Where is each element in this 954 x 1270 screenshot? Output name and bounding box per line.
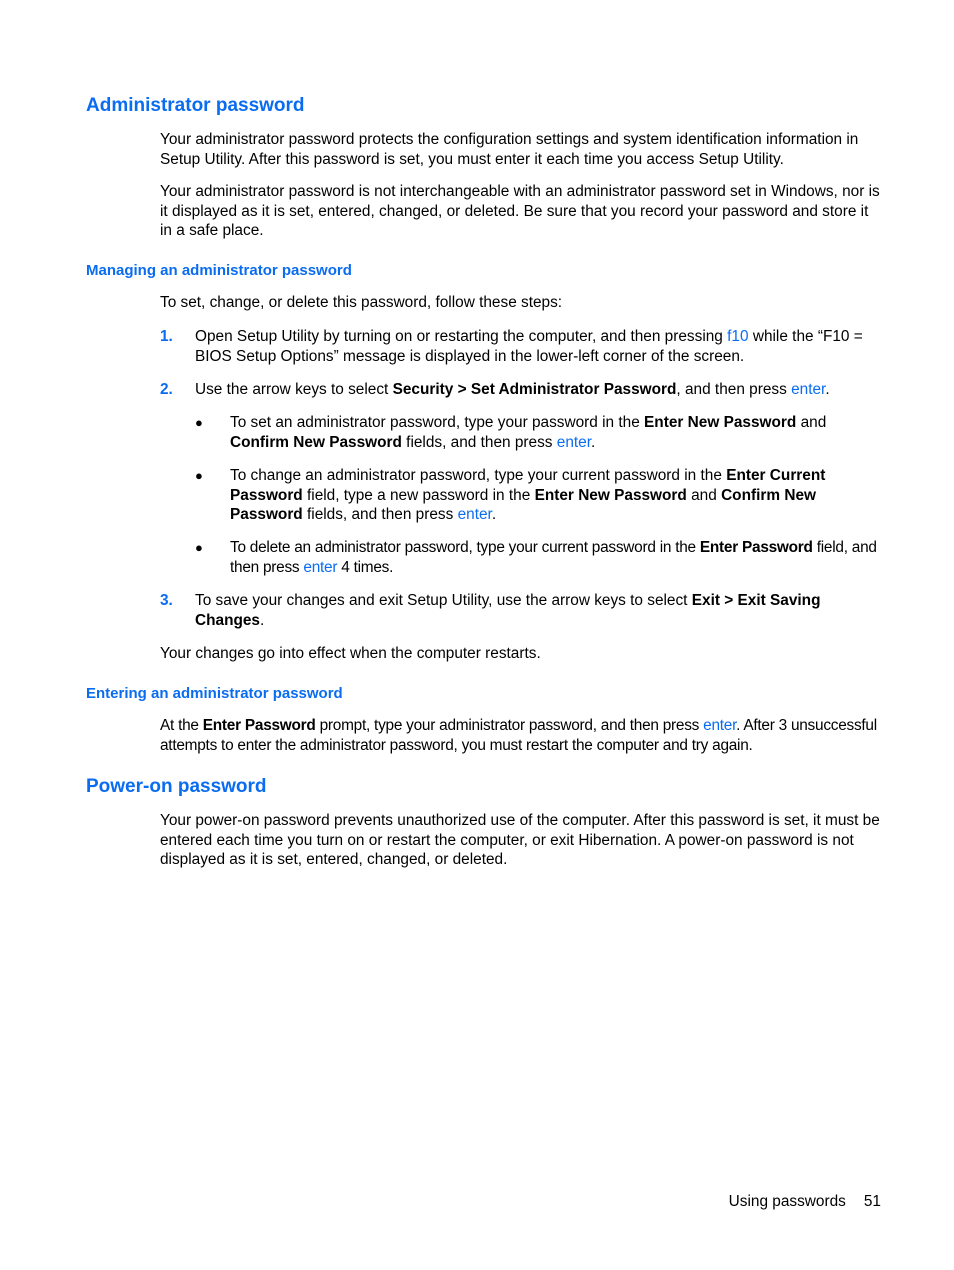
step-text: [195, 380, 884, 400]
page-footer: [729, 1192, 881, 1212]
step-text-part: .: [260, 611, 265, 629]
power-on-paragraph: Your power-on password prevents unauthorized use of the computer. After this password is set, it must be entered each time you turn on or restart the computer, or exit Hibernation. A power-on password is not displayed as it is set, entered, changed, or deleted.: [160, 812, 880, 869]
managing-intro: To set, change, or delete this password, follow these steps:: [160, 294, 563, 311]
step-text-part: while the “F10 = BIOS Setup Options” message is displayed in the lower-left corner of the screen.: [195, 328, 863, 365]
step-text: [195, 327, 884, 366]
bullet-text-part: and: [796, 414, 827, 431]
bullet-text-part: fields, and then press: [302, 506, 458, 524]
key-enter: enter: [303, 558, 338, 576]
step-text: [195, 591, 884, 630]
bullet-text-part: To set an administrator password, type your password in the: [230, 414, 645, 431]
field-name: Confirm New Password: [230, 486, 816, 524]
bullet-text-part: 4 times.: [337, 558, 394, 576]
subheading-entering-admin-password: Entering an administrator password: [86, 685, 343, 702]
bullet-icon: ●: [195, 468, 203, 483]
step-text-part: , and then press: [676, 381, 792, 398]
bullet-text-part: fields, and then press: [401, 433, 557, 451]
field-name: Confirm New Password: [230, 433, 402, 451]
subheading-managing-admin-password: Managing an administrator password: [86, 262, 352, 279]
entering-paragraph: [160, 716, 884, 755]
bullet-text: [230, 466, 884, 525]
field-name: Enter Current Password: [230, 467, 826, 504]
footer-label: Using passwords: [728, 1193, 846, 1210]
field-name: Enter New Password: [534, 486, 687, 504]
paragraph-text-part: prompt, type your administrator password, and then press: [315, 717, 704, 734]
bullet-icon: ●: [195, 415, 203, 430]
bullet-text-part: To delete an administrator password, type your current password in the: [230, 539, 700, 556]
key-enter: enter: [791, 381, 826, 398]
bullet-text-part: .: [491, 506, 497, 524]
page-number: 51: [863, 1193, 881, 1210]
step-text-part: To save your changes and exit Setup Utility, use the arrow keys to select: [195, 592, 692, 609]
key-f10: f10: [727, 328, 749, 345]
admin-password-paragraph-1: Your administrator password protects the configuration settings and system identification information in Setup Utility. After this password is set, you must enter it each time you access Setup Utility.: [160, 131, 859, 168]
prompt-name: Enter Password: [202, 717, 316, 734]
bullet-text: [230, 413, 884, 452]
bullet-text-part: To change an administrator password, type your current password in the: [230, 467, 727, 484]
key-enter: enter: [556, 433, 591, 451]
bullet-text: [230, 538, 884, 577]
menu-path: Exit > Exit Saving Changes: [195, 592, 821, 629]
bullet-text-part: .: [591, 433, 596, 451]
paragraph-text-part: At the: [160, 717, 203, 734]
menu-path: Security > Set Administrator Password: [392, 381, 677, 398]
admin-password-paragraph-2: Your administrator password is not interchangeable with an administrator password set in Windows, nor is it displayed as it is set, entered, changed, or deleted. Be sure that you record your password and store it in a safe place.: [160, 183, 880, 240]
step-text-part: .: [825, 381, 830, 398]
managing-outro: Your changes go into effect when the computer restarts.: [160, 645, 541, 662]
paragraph-text-part: . After 3 unsuccessful attempts to enter the administrator password, you must restart the computer and try again.: [160, 717, 877, 754]
bullet-text-part: field, type a new password in the: [302, 486, 535, 504]
step-text-part: Use the arrow keys to select: [195, 381, 393, 398]
section-heading-administrator-password: Administrator password: [86, 95, 305, 116]
step-number: 3.: [160, 592, 173, 609]
field-name: Enter Password: [699, 539, 813, 556]
bullet-text-part: field, and then press: [230, 539, 877, 576]
step-number: 1.: [160, 328, 173, 345]
step-text-part: Open Setup Utility by turning on or restarting the computer, and then pressing: [195, 328, 728, 345]
key-enter: enter: [457, 506, 492, 524]
field-name: Enter New Password: [644, 414, 797, 431]
key-enter: enter: [703, 717, 737, 734]
bullet-text-part: and: [686, 486, 722, 504]
step-number: 2.: [160, 381, 173, 398]
bullet-icon: ●: [195, 540, 203, 555]
section-heading-power-on-password: Power-on password: [86, 776, 267, 797]
